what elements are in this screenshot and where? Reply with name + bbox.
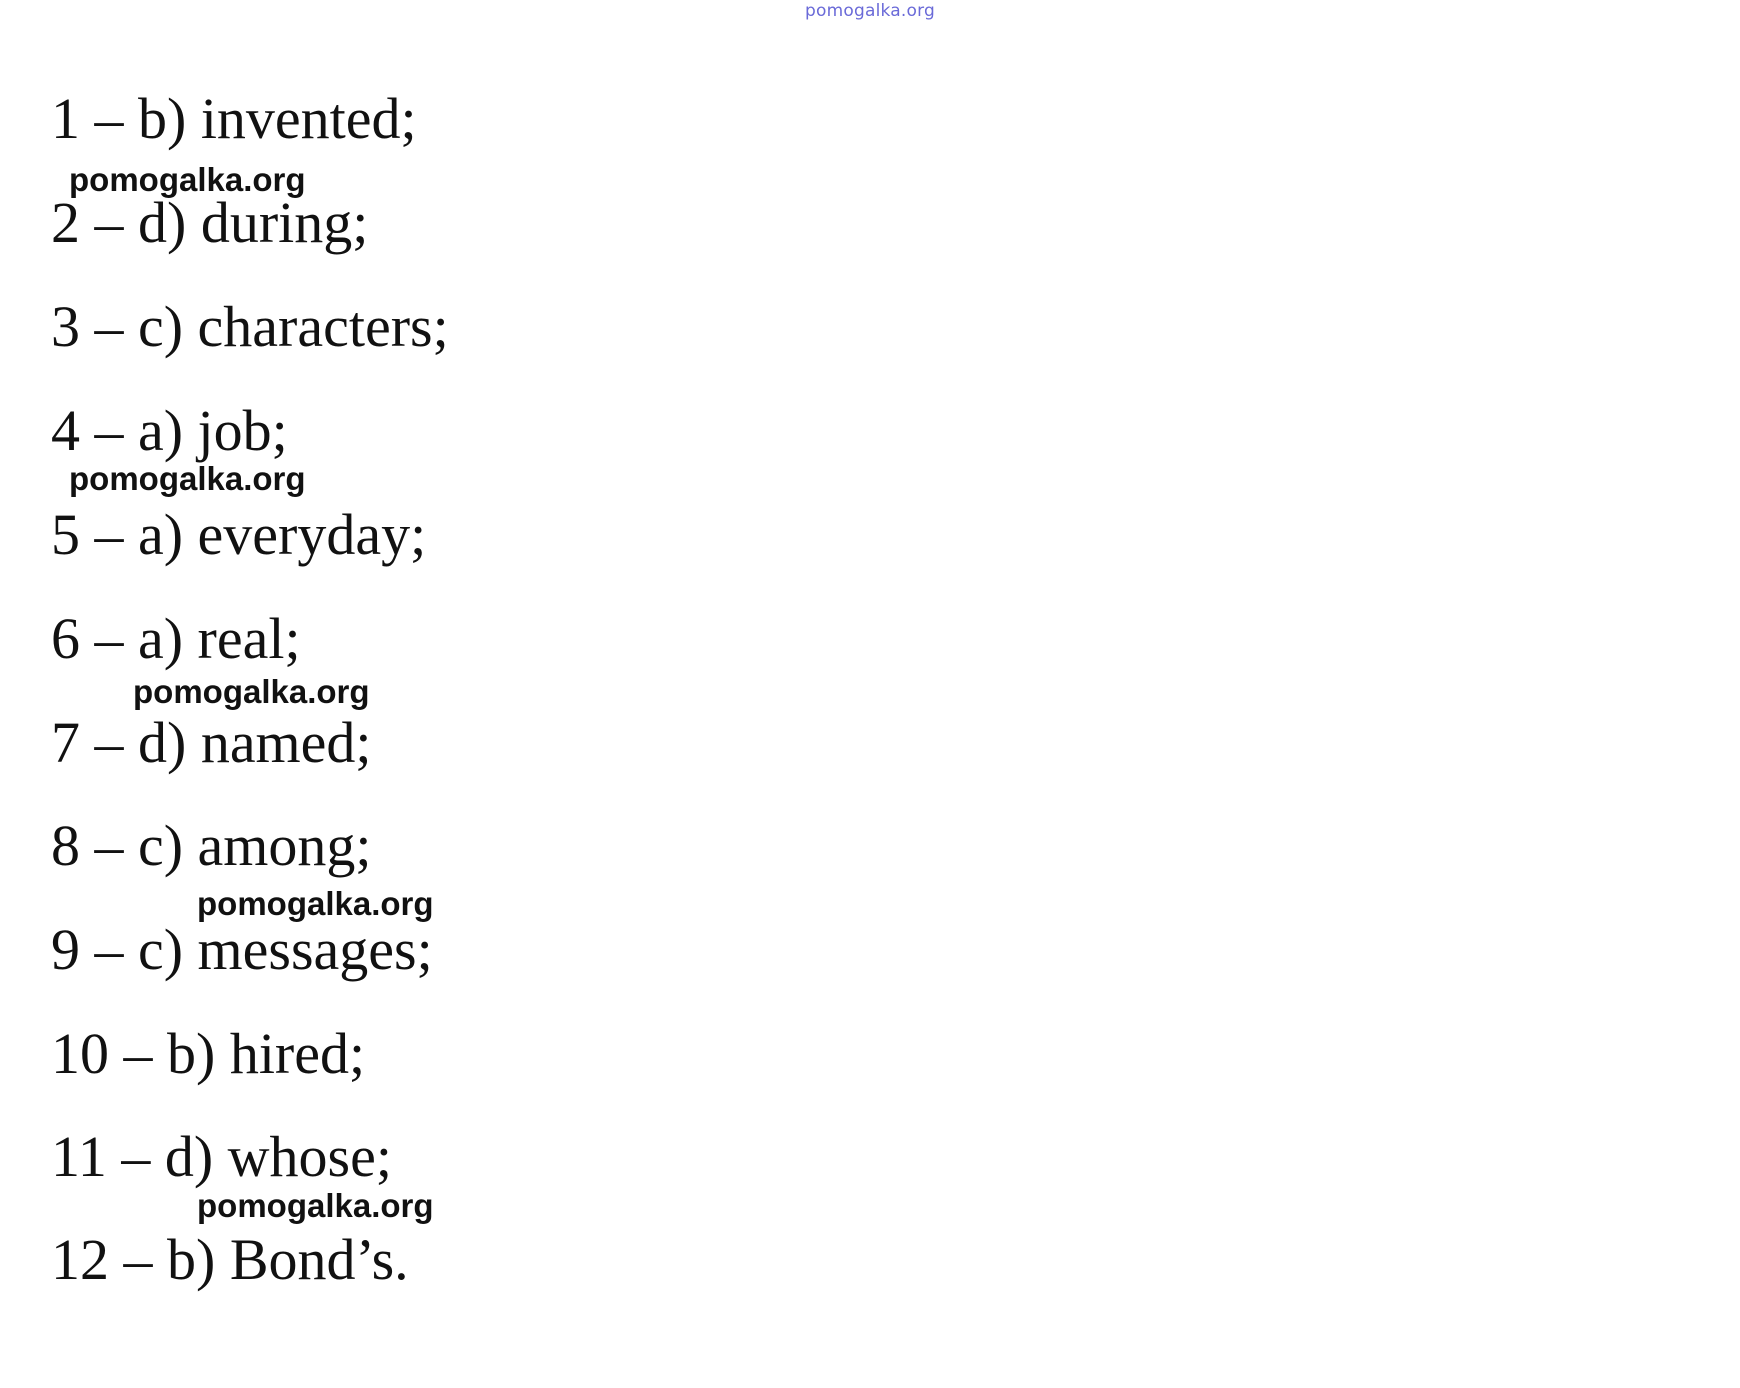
watermark-4: pomogalka.org [197,885,434,922]
answer-line-2: 2 – d) during; [51,190,369,255]
answer-line-1: 1 – b) invented; [51,86,417,151]
answer-line-4: 4 – a) job; [51,398,288,463]
answer-line-12: 12 – b) Bond’s. [51,1227,409,1292]
answer-line-11: 11 – d) whose; [51,1124,392,1189]
watermark-3: pomogalka.org [133,673,370,710]
answer-line-9: 9 – c) messages; [51,917,433,982]
answer-line-3: 3 – c) characters; [51,294,449,359]
watermark-1: pomogalka.org [69,161,306,198]
answer-line-5: 5 – a) everyday; [51,502,427,567]
answer-line-8: 8 – c) among; [51,813,372,878]
header-watermark: pomogalka.org [805,1,935,21]
answer-line-10: 10 – b) hired; [51,1021,366,1086]
watermark-2: pomogalka.org [69,460,306,497]
answer-line-6: 6 – a) real; [51,606,301,671]
watermark-5: pomogalka.org [197,1187,434,1224]
answer-line-7: 7 – d) named; [51,710,372,775]
